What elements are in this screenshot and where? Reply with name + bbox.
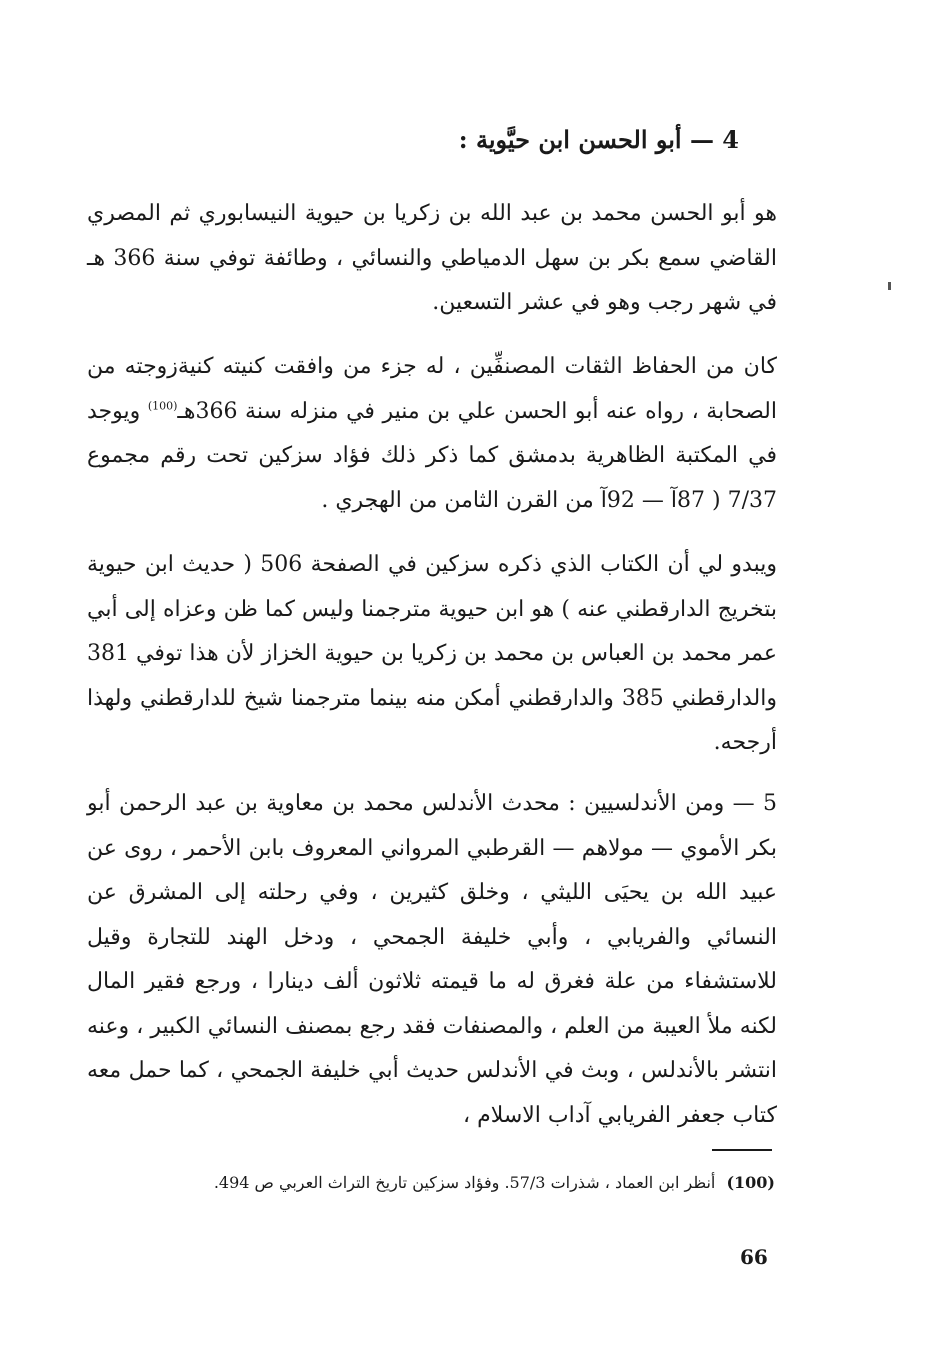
paragraph-1 (87, 192, 777, 326)
footnote-divider (712, 1149, 772, 1151)
footnote-text: أنظر ابن العماد ، شذرات 57/3. وفؤاد سزكين تاريخ التراث العربي ص 494. (213, 1173, 716, 1192)
paragraph-2-part-1: كان من الحفاظ الثقات المصنفِّين ، له جزء من وافقت كنيته كنيةزوجته من الصحابة ، رواه عنه أبو الحسن علي بن منير في منزله سنة 366هـ (87, 354, 777, 424)
footnote (75, 1168, 775, 1198)
paragraph-1-text: هو أبو الحسن محمد بن عبد الله بن زكريا بن حيوية النيسابوري ثم المصري القاضي سمع بكر بن سهل الدمياطي والنسائي ، وطائفة توفي سنة 366 هـ في شهر رجب وهو في عشر التسعين. (87, 201, 777, 315)
paragraph-4 (87, 782, 777, 1138)
page-number: 66 (740, 1245, 768, 1269)
paragraph-3-text: ويبدو لي أن الكتاب الذي ذكره سزكين في الصفحة 506 ( حديث ابن حيوية بتخريج الدارقطني عنه ) هو ابن حيوية مترجمنا وليس كما ظن وعزاه إلى أبي عمر محمد بن العباس بن محمد بن زكريا بن حيوية الخزاز لأن هذا توفي 381 والدارقطني 385 والدارقطني أمكن منه بينما مترجمنا شيخ للدارقطني ولهذا أرجحه. (87, 552, 777, 755)
paragraph-2 (87, 345, 777, 523)
paragraph-3 (87, 543, 777, 766)
section-heading: 4 — أبو الحسن ابن حيَّوية : (458, 125, 739, 154)
paragraph-2-part-2: ويوجد في المكتبة الظاهرية بدمشق كما ذكر ذلك فؤاد سزكين تحت رقم مجموع 7/37 ( 87آ — 92آ من القرن الثامن من الهجري . (87, 398, 777, 513)
scan-speck (888, 282, 891, 290)
footnote-reference[interactable]: (100) (147, 399, 178, 413)
paragraph-2-text (87, 345, 777, 523)
footnote-number: (100) (726, 1173, 775, 1192)
paragraph-4-text: 5 — ومن الأندلسيين : محدث الأندلس محمد بن معاوية بن عبد الرحمن أبو بكر الأموي — مولاهم — القرطبي المرواني المعروف بابن الأحمر ، روى عن عبيد الله بن يحيَى الليثي ، وخلق كثيرين ، وفي رحلته إلى المشرق عن النسائي والفريابي ، وأبي خليفة الجمحي ، ودخل الهند للتجارة وقيل للاستشفاء من علة فغرق له ما قيمته ثلاثون ألف دينارا ، ورجع فقير المال لكنه ملأ العيبة من العلم ، والمصنفات فقد رجع بمصنف النسائي الكبير ، وعنه انتشر بالأندلس ، وبث في الأندلس حديث أبي خليفة الجمحي ، كما حمل معه كتاب جعفر الفريابي آداب الاسلام ، (87, 791, 777, 1128)
